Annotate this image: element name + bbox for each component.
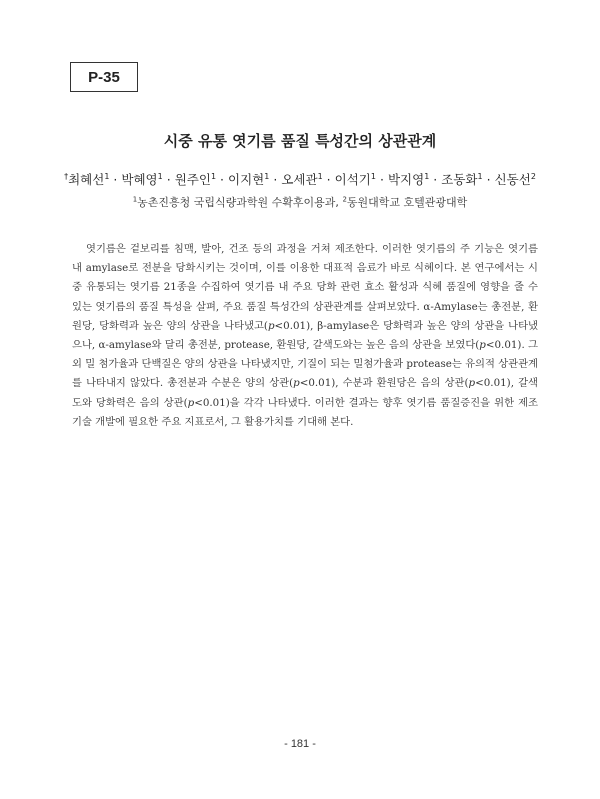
author-sup: 1	[157, 171, 163, 181]
p-symbol: p	[293, 377, 300, 390]
author-sup: 1	[370, 171, 376, 181]
abstract-body	[72, 240, 538, 432]
author-sup: 1	[424, 171, 430, 181]
author-sup: 1	[477, 171, 483, 181]
affiliation-text: 동원대학교 호텔관광대학	[346, 196, 468, 209]
abstract-text: <0.01). 그 외 밀 첨가율과 단백질은 양의 상관을 나타냈지만, 기질이 되는 밀첨가율과 protease는 유의적 상관관계를 나타내지 않았다. 총전분과 수분은 양의 상관(	[72, 339, 538, 390]
author-separator: ·	[433, 172, 438, 187]
abstract-text: <0.01)을 각각 나타냈다. 이러한 결과는 향후 엿기름 품질증진을 위한 제조기술 개발에 필요한 주요 지표로서, 그 활용가치를 기대해 본다.	[72, 396, 538, 428]
author-separator: ·	[113, 172, 118, 187]
p-symbol: p	[267, 319, 275, 332]
abstract-text: <0.01), 수분과 환원당은 음의 상관(	[299, 377, 469, 390]
author-name: 오세관	[281, 172, 318, 187]
author-list	[0, 170, 600, 188]
author-name: 박지영	[387, 172, 425, 187]
author-separator: ·	[326, 172, 331, 187]
author-separator: ·	[166, 172, 171, 187]
author-separator: ·	[220, 172, 225, 187]
author-name: 조동화	[441, 172, 478, 187]
author-separator: ·	[486, 172, 491, 187]
page-number: - 181 -	[284, 738, 316, 750]
affiliation-text: 농촌진흥청 국립식량과학원 수확후이용과,	[137, 196, 339, 209]
author-sup: 1	[264, 171, 270, 181]
author-name: 원주인	[174, 172, 211, 187]
affiliation-sup: 1	[132, 195, 138, 204]
author-name: 이지현	[228, 172, 265, 187]
p-symbol: p	[468, 377, 476, 390]
abstract-text: <0.01), β-amylase은 당화력과 높은 양의 상관을 나타냈으나, α-amylase와 달리 총전분, protease, 환원당, 갈색도와는 높은 음의 상관을 보였다(	[72, 319, 538, 352]
author-name: 신동선	[494, 172, 531, 187]
corresponding-mark: †	[64, 171, 69, 181]
poster-id-badge: P-35	[70, 62, 138, 92]
author-name: 이석기	[334, 172, 371, 187]
author-name: 최혜선	[68, 172, 105, 187]
abstract-text: 엿기름은 겉보리를 침맥, 발아, 건조 등의 과정을 거쳐 제조한다. 이러한 엿기름의 주 기능은 엿기름 내 amylase로 전분을 당화시키는 것이며, 이를 이용한 대표적 음료가 바로 식혜이다. 본 연구에서는 시중 유통되는 엿기름 21종을 수집하여 엿기름 내 주요 당화 관련 효소 활성과 식혜 품질에 영향을 줄 수 있는 엿기름의 품질 특성을 살펴, 주요 품질 특성간의 상관관계를 살펴보았다. α-Amylase는 총전분, 환원당, 당화력과 높은 양의 상관을 나타냈고(	[72, 243, 538, 332]
author-separator: ·	[273, 172, 278, 187]
affiliations	[0, 194, 600, 210]
author-sup: 1	[317, 171, 323, 181]
p-symbol: p	[479, 339, 486, 352]
author-name: 박혜영	[121, 172, 158, 187]
author-sup: 2	[530, 171, 536, 181]
abstract-text: <0.01), 갈색도와 당화력은 음의 상관(	[72, 377, 538, 409]
p-symbol: p	[187, 396, 195, 409]
author-sup: 1	[104, 171, 110, 181]
author-separator: ·	[379, 172, 384, 187]
author-sup: 1	[210, 171, 217, 181]
affiliation-sup: 2	[342, 195, 347, 204]
paper-title: 시중 유통 엿기름 품질 특성간의 상관관계	[163, 132, 437, 150]
